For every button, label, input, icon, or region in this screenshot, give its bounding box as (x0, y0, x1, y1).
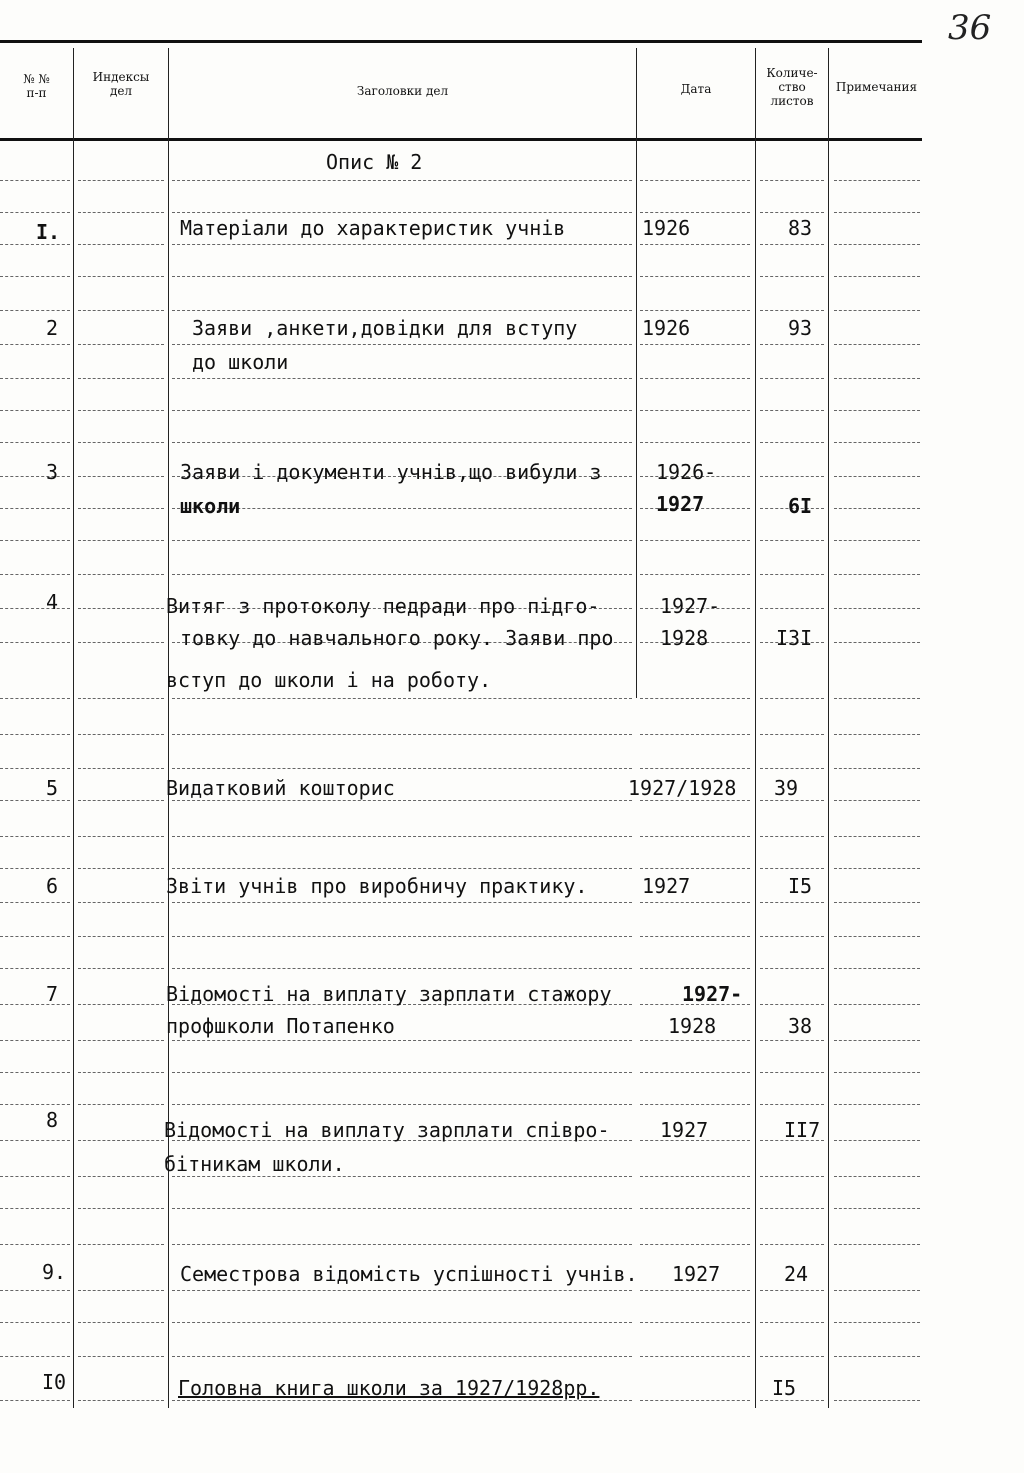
ruled-line (760, 244, 824, 245)
ruled-line (0, 734, 70, 735)
ruled-line (78, 442, 164, 443)
ruled-line (640, 902, 750, 903)
ruled-line (0, 642, 70, 643)
row-5-count: 39 (774, 776, 799, 800)
row-6-title-line-1: Звіти учнів про виробничу практику. (166, 874, 588, 898)
ruled-line (760, 608, 824, 609)
ruled-line (78, 508, 164, 509)
row-9-count: 24 (784, 1262, 809, 1286)
ruled-line (0, 1004, 70, 1005)
ruled-line (834, 1176, 920, 1177)
ruled-line (640, 212, 750, 213)
ruled-line (172, 1176, 632, 1177)
ruled-line (834, 836, 920, 837)
ruled-line (172, 540, 632, 541)
ruled-line (172, 574, 632, 575)
ruled-line (760, 344, 824, 345)
ruled-line (834, 1244, 920, 1245)
row-8-count: II7 (784, 1118, 821, 1142)
ruled-line (78, 968, 164, 969)
row-7-num: 7 (46, 982, 59, 1006)
row-4-date-2: 1928 (660, 626, 709, 650)
ruled-line (78, 378, 164, 379)
ruled-line (760, 1040, 824, 1041)
row-5-date-1: 1927/1928 (628, 776, 737, 800)
ruled-line (834, 1072, 920, 1073)
row-3-num: 3 (46, 460, 59, 484)
ruled-line (834, 768, 920, 769)
ruled-line (78, 540, 164, 541)
ruled-line (78, 698, 164, 699)
ruled-line (172, 344, 632, 345)
ruled-line (640, 1400, 750, 1401)
ruled-line (0, 344, 70, 345)
ruled-line (78, 574, 164, 575)
ruled-line (834, 276, 920, 277)
ruled-line (834, 936, 920, 937)
ruled-line (172, 734, 632, 735)
ruled-line (834, 734, 920, 735)
ruled-line (172, 1244, 632, 1245)
ruled-line (760, 540, 824, 541)
ruled-line (640, 1104, 750, 1105)
ruled-line (172, 1400, 632, 1401)
ruled-line (172, 310, 632, 311)
ruled-line (760, 276, 824, 277)
ruled-line (78, 608, 164, 609)
ruled-line (760, 1104, 824, 1105)
row-2-date-1: 1926 (642, 316, 691, 340)
ruled-line (172, 1072, 632, 1073)
ruled-line (834, 508, 920, 509)
col-divider-count (828, 48, 829, 1408)
ruled-line (0, 1400, 70, 1401)
ruled-line (172, 212, 632, 213)
ruled-line (834, 344, 920, 345)
ruled-line (640, 1176, 750, 1177)
page-number: 36 (948, 8, 992, 48)
ruled-line (78, 212, 164, 213)
ruled-line (172, 180, 632, 181)
ruled-line (0, 378, 70, 379)
ruled-line (834, 574, 920, 575)
ruled-line (172, 1208, 632, 1209)
ruled-line (834, 1322, 920, 1323)
ruled-line (0, 508, 70, 509)
ruled-line (78, 1176, 164, 1177)
ruled-line (834, 968, 920, 969)
ruled-line (640, 1244, 750, 1245)
ruled-line (640, 378, 750, 379)
header-bottom-border (0, 138, 922, 141)
ruled-line (760, 212, 824, 213)
ruled-line (0, 968, 70, 969)
ruled-line (640, 836, 750, 837)
ruled-line (640, 442, 750, 443)
ruled-line (834, 378, 920, 379)
ruled-line (0, 442, 70, 443)
ruled-line (172, 244, 632, 245)
ruled-line (0, 1140, 70, 1141)
ruled-line (760, 836, 824, 837)
ruled-line (0, 244, 70, 245)
ruled-line (760, 1072, 824, 1073)
row-8-title-line-1: Відомості на виплату зарплати співро- (164, 1118, 610, 1142)
ruled-line (640, 936, 750, 937)
ruled-line (760, 180, 824, 181)
ruled-line (760, 1176, 824, 1177)
row-3-title-line-2: школи (180, 494, 241, 518)
row-7-count: 38 (788, 1014, 813, 1038)
ruled-line (834, 1290, 920, 1291)
row-4-title-line-2: товку до навчального року. Заяви про (180, 626, 614, 650)
ruled-line (760, 800, 824, 801)
ruled-line (0, 698, 70, 699)
col-divider-date (755, 48, 756, 1408)
ruled-line (172, 276, 632, 277)
ruled-line (760, 378, 824, 379)
ruled-line (640, 1208, 750, 1209)
row-9-date-1: 1927 (672, 1262, 721, 1286)
row-10-count: I5 (772, 1376, 797, 1400)
row-4-date-1: 1927- (660, 594, 721, 618)
ruled-line (760, 1322, 824, 1323)
row-3-date-2: 1927 (656, 492, 705, 516)
ruled-line (760, 698, 824, 699)
ruled-line (760, 442, 824, 443)
ruled-line (834, 1104, 920, 1105)
ruled-line (0, 276, 70, 277)
ruled-line (172, 698, 632, 699)
row-3-title-line-1: Заяви і документи учнів,що вибули з (180, 460, 602, 484)
ruled-line (172, 508, 632, 509)
col-divider-title (636, 48, 637, 698)
row-4-count: I3I (776, 626, 813, 650)
ruled-line (760, 968, 824, 969)
row-8-num: 8 (46, 1108, 59, 1132)
row-2-title-line-2: до школи (192, 350, 289, 374)
table-top-border (0, 40, 922, 43)
row-6-count: I5 (788, 874, 813, 898)
ruled-line (834, 1208, 920, 1209)
ruled-line (172, 1104, 632, 1105)
ruled-line (78, 1290, 164, 1291)
ruled-line (0, 608, 70, 609)
ruled-line (172, 442, 632, 443)
ruled-line (640, 734, 750, 735)
row-7-date-1: 1927- (682, 982, 743, 1006)
ruled-line (78, 1400, 164, 1401)
ruled-line (640, 344, 750, 345)
ruled-line (760, 1400, 824, 1401)
ruled-line (0, 1290, 70, 1291)
ruled-line (760, 1356, 824, 1357)
row-4-num: 4 (46, 590, 59, 614)
ruled-line (760, 1004, 824, 1005)
ruled-line (78, 476, 164, 477)
ruled-line (78, 1004, 164, 1005)
ruled-line (78, 344, 164, 345)
ruled-line (0, 476, 70, 477)
header-index: Индексы дел (92, 70, 150, 98)
ruled-line (0, 1104, 70, 1105)
ruled-line (640, 1356, 750, 1357)
ruled-line (0, 800, 70, 801)
header-count: Количе- ство листов (766, 66, 818, 108)
ruled-line (834, 1140, 920, 1141)
ruled-line (78, 1072, 164, 1073)
header-num: № № п-п (23, 72, 50, 100)
ruled-line (172, 410, 632, 411)
ruled-line (640, 410, 750, 411)
ruled-line (0, 1072, 70, 1073)
ruled-line (640, 310, 750, 311)
ruled-line (0, 180, 70, 181)
row-7-title-line-1: Відомості на виплату зарплати стажору (166, 982, 612, 1006)
ruled-line (78, 868, 164, 869)
col-divider-index (168, 48, 169, 1408)
ruled-line (640, 800, 750, 801)
ruled-line (78, 1244, 164, 1245)
row-4-title-line-1: Витяг з протоколу педради про підго- (166, 594, 600, 618)
row-3-count: 6I (788, 494, 813, 518)
row-10-title-line-1: Головна книга школи за 1927/1928рр. (178, 1376, 600, 1400)
ruled-line (172, 868, 632, 869)
ruled-line (78, 276, 164, 277)
ruled-line (172, 768, 632, 769)
ruled-line (834, 310, 920, 311)
ruled-line (760, 476, 824, 477)
header-date: Дата (680, 82, 712, 96)
row-1-count: 83 (788, 216, 813, 240)
ruled-line (760, 868, 824, 869)
header-title: Заголовки дел (356, 84, 449, 98)
row-2-num: 2 (46, 316, 59, 340)
ruled-line (172, 836, 632, 837)
ruled-line (172, 902, 632, 903)
ruled-line (172, 1356, 632, 1357)
ruled-line (0, 1322, 70, 1323)
row-5-num: 5 (46, 776, 59, 800)
ruled-line (834, 244, 920, 245)
ruled-line (0, 540, 70, 541)
ruled-line (640, 1290, 750, 1291)
ruled-line (78, 642, 164, 643)
ruled-line (834, 902, 920, 903)
ruled-line (0, 768, 70, 769)
row-1-title-line-1: Матеріали до характеристик учнів (180, 216, 566, 240)
ruled-line (0, 868, 70, 869)
ruled-line (834, 608, 920, 609)
row-10-num: I0 (42, 1370, 67, 1394)
ruled-line (834, 1356, 920, 1357)
ruled-line (78, 1322, 164, 1323)
ruled-line (760, 410, 824, 411)
ruled-line (78, 310, 164, 311)
row-5-title-line-1: Видатковий кошторис (166, 776, 395, 800)
ruled-line (78, 1356, 164, 1357)
ruled-line (78, 836, 164, 837)
ruled-line (172, 378, 632, 379)
ruled-line (78, 1140, 164, 1141)
ruled-line (78, 902, 164, 903)
row-8-date-1: 1927 (660, 1118, 709, 1142)
header-notes: Примечания (835, 80, 918, 94)
ruled-line (640, 244, 750, 245)
ruled-line (834, 212, 920, 213)
ruled-line (834, 540, 920, 541)
ruled-line (834, 698, 920, 699)
ruled-line (0, 836, 70, 837)
ruled-line (640, 1072, 750, 1073)
row-3-date-1: 1926- (656, 460, 717, 484)
ruled-line (78, 800, 164, 801)
row-1-num: I. (36, 220, 61, 244)
ruled-line (640, 276, 750, 277)
ruled-line (640, 540, 750, 541)
ruled-line (172, 968, 632, 969)
ruled-line (834, 442, 920, 443)
row-2-title-line-1: Заяви ,анкети,довідки для вступу (192, 316, 578, 340)
ruled-line (640, 574, 750, 575)
row-9-title-line-1: Семестрова відомість успішності учнів. (180, 1262, 638, 1286)
row-2-count: 93 (788, 316, 813, 340)
ruled-line (172, 800, 632, 801)
ruled-line (78, 180, 164, 181)
ruled-line (172, 1290, 632, 1291)
ruled-line (760, 1208, 824, 1209)
ruled-line (834, 1400, 920, 1401)
ruled-line (760, 936, 824, 937)
ruled-line (834, 410, 920, 411)
ruled-line (760, 734, 824, 735)
ruled-line (834, 868, 920, 869)
row-7-date-2: 1928 (668, 1014, 717, 1038)
ruled-line (834, 1040, 920, 1041)
ruled-line (760, 1244, 824, 1245)
opys-title: Опис № 2 (326, 150, 423, 174)
ruled-line (640, 968, 750, 969)
ruled-line (760, 574, 824, 575)
row-4-title-line-3: вступ до школи і на роботу. (166, 668, 492, 692)
row-8-title-line-2: бітникам школи. (164, 1152, 345, 1176)
ruled-line (640, 1040, 750, 1041)
ruled-line (640, 868, 750, 869)
ruled-line (760, 902, 824, 903)
ruled-line (0, 1040, 70, 1041)
ruled-line (78, 936, 164, 937)
ruled-line (0, 902, 70, 903)
row-6-num: 6 (46, 874, 59, 898)
ruled-line (0, 574, 70, 575)
ruled-line (0, 936, 70, 937)
ruled-line (172, 936, 632, 937)
ruled-line (760, 310, 824, 311)
row-6-date-1: 1927 (642, 874, 691, 898)
ruled-line (760, 768, 824, 769)
ruled-line (78, 768, 164, 769)
ruled-line (834, 180, 920, 181)
ruled-line (834, 642, 920, 643)
row-7-title-line-2: профшколи Потапенко (166, 1014, 395, 1038)
ruled-line (78, 1040, 164, 1041)
ruled-line (0, 1208, 70, 1209)
ruled-line (78, 244, 164, 245)
ruled-line (78, 734, 164, 735)
ruled-line (0, 1244, 70, 1245)
ruled-line (0, 1176, 70, 1177)
ruled-line (834, 476, 920, 477)
ruled-line (78, 1104, 164, 1105)
ruled-line (78, 410, 164, 411)
ruled-line (640, 1322, 750, 1323)
ruled-line (0, 1356, 70, 1357)
ruled-line (760, 1290, 824, 1291)
col-divider-num (73, 48, 74, 1408)
ruled-line (0, 212, 70, 213)
ruled-line (640, 698, 750, 699)
row-9-num: 9. (42, 1260, 67, 1284)
ruled-line (640, 768, 750, 769)
ruled-line (172, 1322, 632, 1323)
ruled-line (640, 180, 750, 181)
ruled-line (834, 1004, 920, 1005)
ruled-line (172, 1040, 632, 1041)
row-1-date-1: 1926 (642, 216, 691, 240)
ruled-line (78, 1208, 164, 1209)
ruled-line (0, 410, 70, 411)
ruled-line (834, 800, 920, 801)
ruled-line (0, 310, 70, 311)
